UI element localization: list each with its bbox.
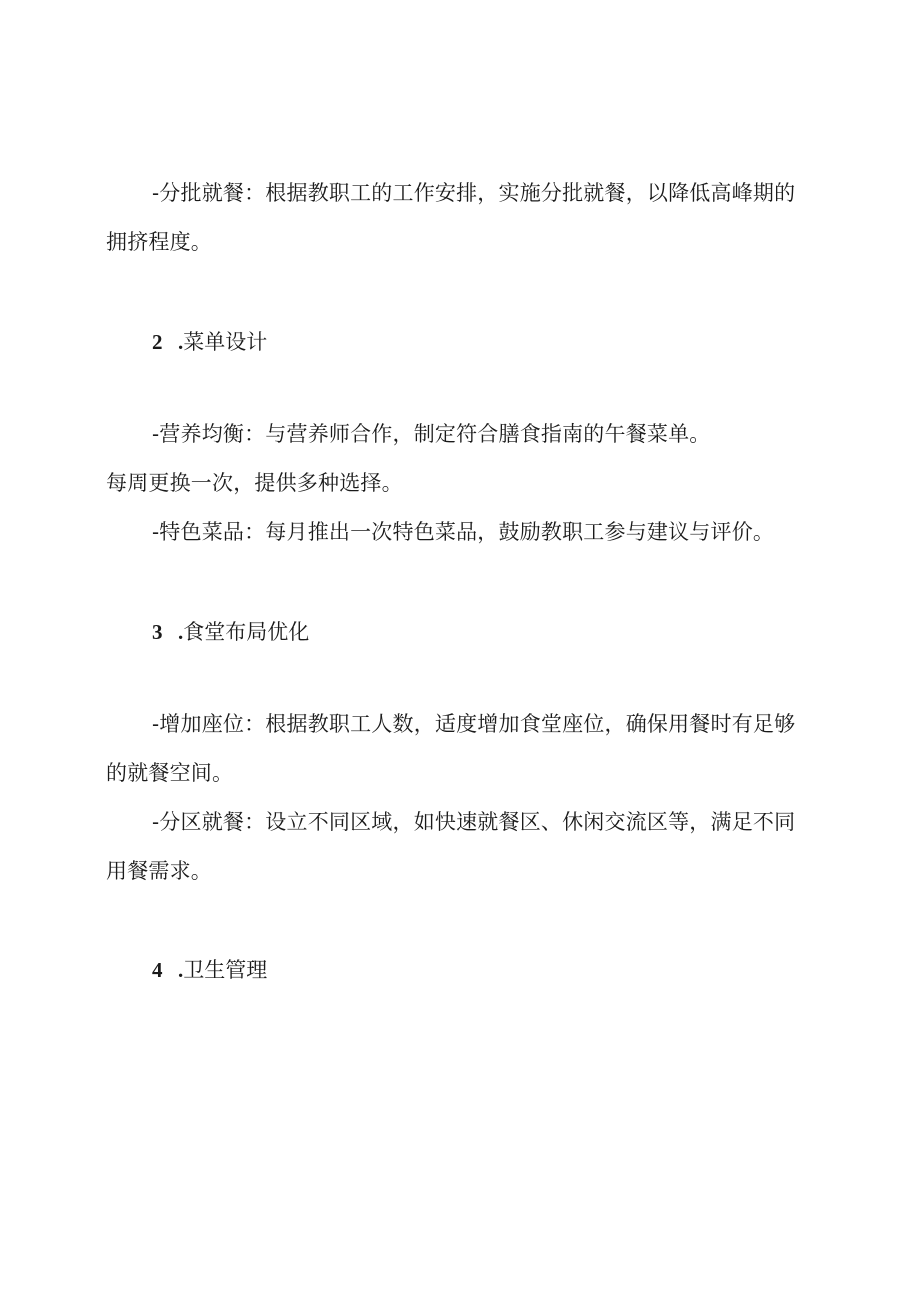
section-heading-canteen-layout: 3 .食堂布局优化 [152, 620, 310, 644]
paragraph-nutrition-line-1: -营养均衡：与营养师合作，制定符合膳食指南的午餐菜单。 [152, 422, 711, 446]
heading-number: 3 [152, 620, 163, 644]
paragraph-batch-dining-line-2: 拥挤程度。 [106, 230, 212, 254]
heading-title: 菜单设计 [183, 330, 268, 354]
paragraph-add-seats-line-1: -增加座位：根据教职工人数，适度增加食堂座位，确保用餐时有足够 [152, 712, 796, 736]
section-heading-hygiene-management: 4 .卫生管理 [152, 958, 268, 982]
paragraph-batch-dining-line-1: -分批就餐：根据教职工的工作安排，实施分批就餐，以降低高峰期的 [152, 181, 796, 205]
heading-number: 4 [152, 958, 163, 982]
paragraph-zoned-dining-line-2: 用餐需求。 [106, 859, 212, 883]
heading-title: 卫生管理 [183, 958, 268, 982]
heading-number: 2 [152, 330, 163, 354]
section-heading-menu-design: 2 .菜单设计 [152, 330, 268, 354]
paragraph-zoned-dining-line-1: -分区就餐：设立不同区域，如快速就餐区、休闲交流区等，满足不同 [152, 810, 796, 834]
heading-title: 食堂布局优化 [183, 620, 310, 644]
paragraph-add-seats-line-2: 的就餐空间。 [106, 761, 234, 785]
paragraph-special-dishes-line-1: -特色菜品：每月推出一次特色菜品，鼓励教职工参与建议与评价。 [152, 520, 775, 544]
paragraph-nutrition-line-2: 每周更换一次，提供多种选择。 [106, 471, 403, 495]
